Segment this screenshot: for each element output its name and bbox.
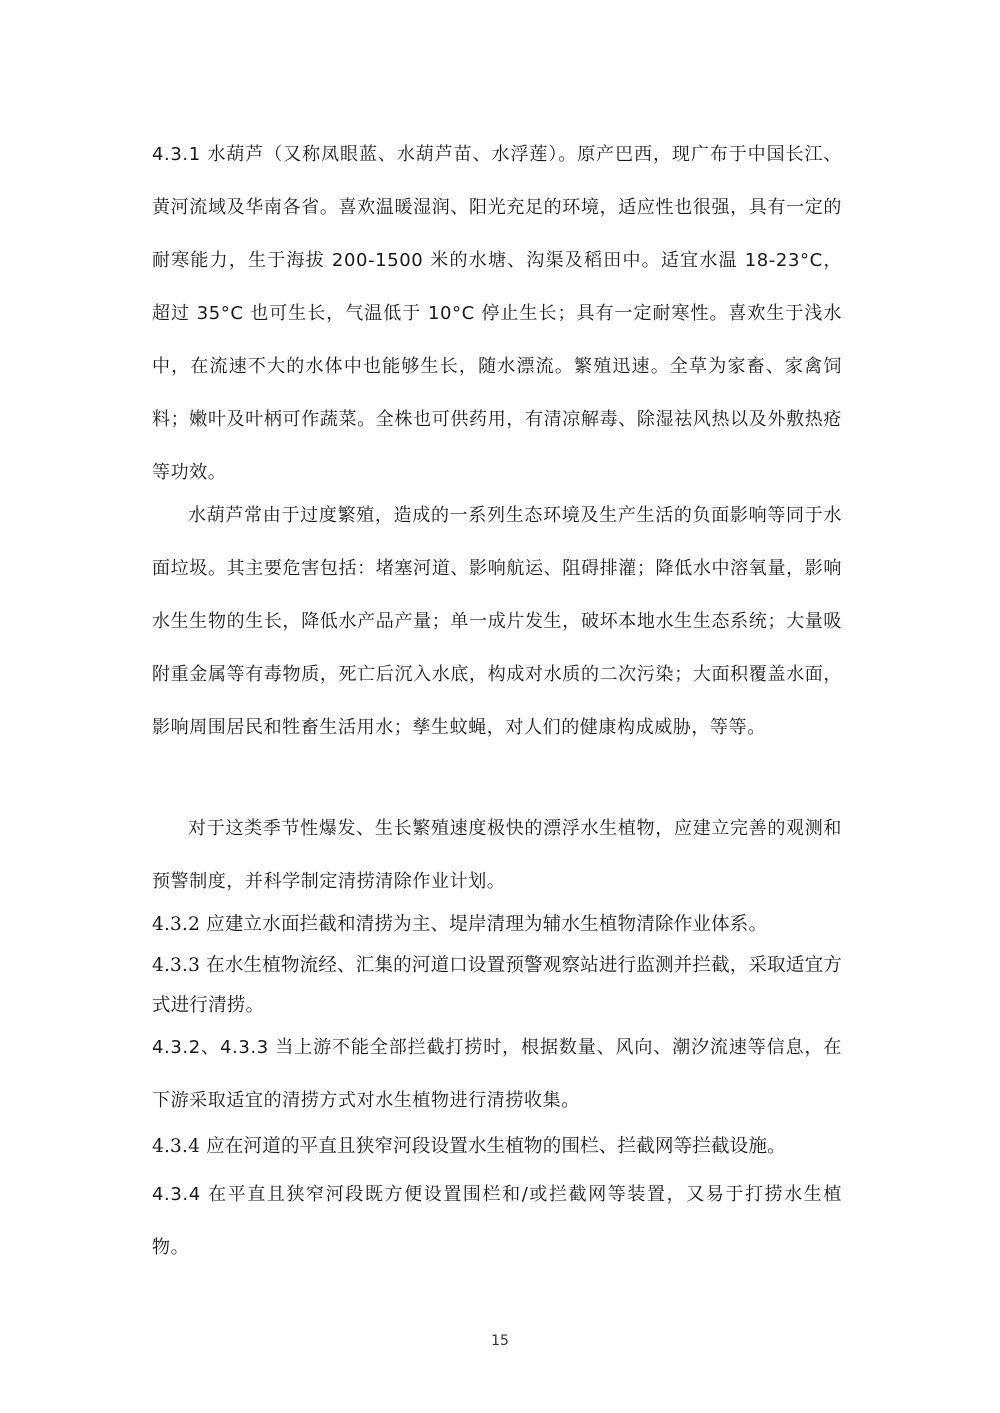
- paragraph-4-3-2: 4.3.2 应建立水面拦截和清捞为主、堤岸清理为辅水生植物清除作业体系。: [152, 914, 768, 935]
- page-number: 15: [491, 1333, 509, 1349]
- paragraph-4-3-4: 4.3.4 应在河道的平直且狭窄河段设置水生植物的围栏、拦截网等拦截设施。: [152, 1136, 786, 1157]
- paragraph-4-3-1-water-hyacinth: 4.3.1 水葫芦（又称凤眼蓝、水葫芦苗、水浮莲）。原产巴西，现广布于中国长江、黄河流域及华南各省。喜欢温暖湿润、阳光充足的环境，适应性也很强，具有一定的耐寒能力，生于海拔 200-1500 米的水塘、沟渠及稻田中。适宜水温 18-23°C，超过 35°C 也可生长，气温低于 10°C 停止生长；具有一定耐寒性。喜欢生于浅水中，在流速不大的水体中也能够生长，随水漂流。繁殖迅速。全草为家畜、家禽饲料；嫩叶及叶柄可作蔬菜。全株也可供药用，有清凉解毒、除湿祛风热以及外敷热疮等功效。: [152, 144, 842, 483]
- paragraph-4-3-3: 4.3.3 在水生植物流经、汇集的河道口设置预警观察站进行监测并拦截，采取适宜方式进行清捞。: [152, 955, 842, 1016]
- paragraph-observation-warning-system: 对于这类季节性爆发、生长繁殖速度极快的漂浮水生植物，应建立完善的观测和预警制度，并科学制定清捞清除作业计划。: [152, 818, 842, 892]
- paragraph-4-3-2-4-3-3-explanation: 4.3.2、4.3.3 当上游不能全部拦截打捞时，根据数量、风向、潮汐流速等信息，在下游采取适宜的清捞方式对水生植物进行清捞收集。: [152, 1037, 842, 1111]
- paragraph-water-hyacinth-harms: 水葫芦常由于过度繁殖，造成的一系列生态环境及生产生活的负面影响等同于水面垃圾。其主要危害包括：堵塞河道、影响航运、阻碍排灌；降低水中溶氧量，影响水生生物的生长，降低水产品产量；单一成片发生，破坏本地水生生态系统；大量吸附重金属等有毒物质，死亡后沉入水底，构成对水质的二次污染；大面积覆盖水面，影响周围居民和牲畜生活用水；孳生蚊蝇，对人们的健康构成威胁，等等。: [152, 505, 842, 738]
- paragraph-4-3-4-explanation: 4.3.4 在平直且狭窄河段既方便设置围栏和/或拦截网等装置，又易于打捞水生植物。: [152, 1184, 842, 1258]
